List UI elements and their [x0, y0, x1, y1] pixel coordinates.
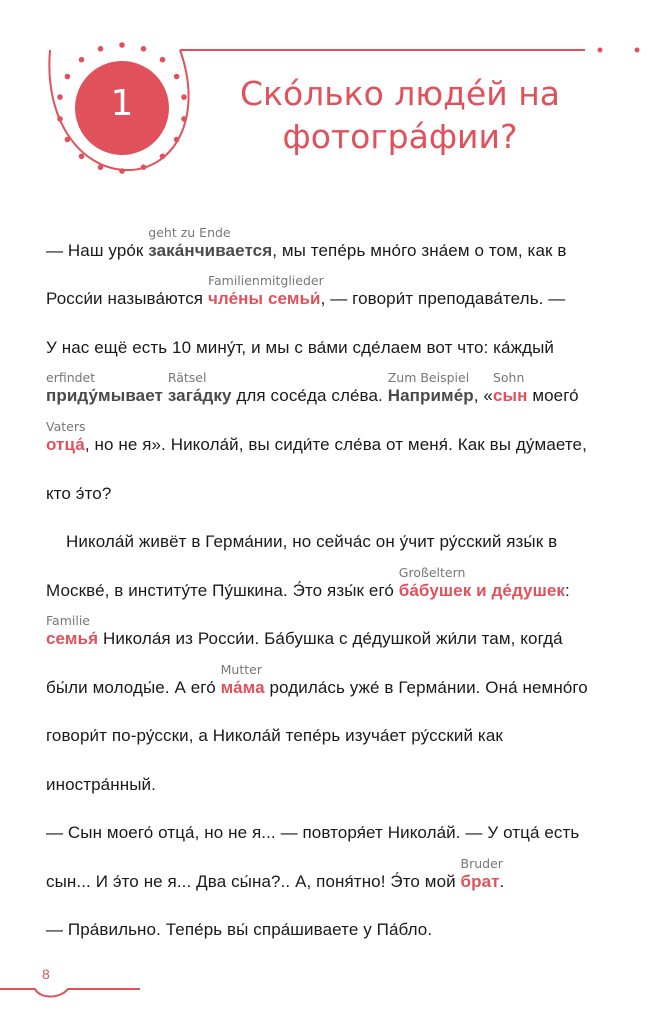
text-segment: родила́сь уже́ в Герма́нии. Она́ немно́го	[264, 678, 588, 697]
text-segment: для сосе́да сле́ва.	[231, 386, 388, 405]
text-line	[46, 662, 588, 698]
text-line: Никола́й живёт в Герма́нии, но сейча́с он у́чит ру́сский язы́к в	[66, 532, 558, 551]
text-segment: Росси́и называ́ются	[46, 289, 208, 308]
gloss: Großeltern	[398, 565, 466, 580]
vocab-word: брат Bruder	[460, 856, 503, 891]
text-segment: , мы тепе́рь мно́го зна́ем о том, как в	[272, 241, 567, 260]
text-line	[46, 225, 567, 261]
text-line	[46, 613, 563, 649]
text-segment: бы́ли молоды́е. А его́	[46, 678, 221, 697]
text-segment: моего́	[527, 386, 579, 405]
vocab-word: ба́бушек и де́душек Großeltern	[398, 565, 566, 600]
text-line	[46, 856, 505, 892]
text-line	[46, 419, 587, 455]
vocab-word: Наприме́р Zum Beispiel	[387, 370, 474, 405]
gloss: Sohn	[492, 370, 525, 385]
text-line: говори́т по-ру́сски, а Никола́й тепе́рь изуча́ет ру́сский как	[46, 726, 503, 745]
text-line: иностра́нный.	[46, 775, 156, 794]
gloss: Familie	[46, 613, 90, 628]
vocab-word: отца́ Vaters	[46, 419, 86, 454]
text-segment: — Наш уро́к	[46, 241, 149, 260]
gloss: geht zu Ende	[148, 225, 231, 240]
vocab-word: зага́дку Rätsel	[167, 370, 232, 405]
vocab-word: зака́нчивается geht zu Ende	[148, 225, 273, 260]
text-segment: .	[499, 872, 505, 891]
text-line	[46, 273, 566, 309]
chapter-number: 1	[110, 83, 134, 124]
text-segment: :	[565, 581, 570, 600]
text-line: кто э́то?	[46, 484, 112, 503]
chapter-title-line: Ско́лько люде́й на	[239, 74, 561, 113]
text-line	[46, 565, 570, 601]
gloss: erfindet	[46, 370, 96, 385]
page-number: 8	[42, 966, 50, 982]
text-segment: Никола́я из Росси́и. Ба́бушка с де́душкой жи́ли там, когда́	[98, 629, 563, 648]
text-line	[46, 370, 579, 406]
gloss: Familienmitglieder	[207, 273, 324, 288]
chapter-title-line: фотогра́фии?	[282, 117, 518, 156]
text-line: — Пра́вильно. Тепе́рь вы́ спра́шиваете у Па́бло.	[46, 920, 433, 939]
text-segment: , — говори́т преподава́тель. —	[320, 289, 566, 308]
text-line: У нас ещё есть 10 мину́т, и мы с ва́ми сде́лаем вот что: ка́ждый	[46, 338, 555, 357]
text-segment: , «	[473, 386, 493, 405]
vocab-word: семья́ Familie	[46, 613, 99, 648]
header-rule-dot	[598, 48, 603, 53]
footer-rule	[0, 989, 140, 997]
vocab-word: приду́мывает erfindet	[46, 370, 163, 405]
gloss: Rätsel	[167, 370, 207, 385]
vocab-word: чле́ны семьи́ Familienmitglieder	[207, 273, 324, 308]
text-line: — Сын моего́ отца́, но не я... — повторя́ет Никола́й. — У отца́ есть	[46, 823, 580, 842]
chapter-title	[190, 72, 610, 158]
header-rule-dot	[635, 48, 640, 53]
gloss: Bruder	[460, 856, 503, 871]
vocab-word: сын Sohn	[492, 370, 528, 405]
text-segment: сын... И э́то не я... Два сы́на?.. А, поня́тно! Э́то мой	[46, 872, 461, 891]
gloss: Vaters	[46, 419, 86, 434]
gloss: Mutter	[220, 662, 262, 677]
text-segment: Москве́, в институ́те Пу́шкина. Э́то язы́к его́	[46, 581, 399, 600]
vocab-word: ма́ма Mutter	[220, 662, 265, 697]
text-segment: , но не я». Никола́й, вы сиди́те сле́ва от меня́. Как вы ду́маете,	[84, 435, 587, 454]
gloss: Zum Beispiel	[387, 370, 470, 385]
